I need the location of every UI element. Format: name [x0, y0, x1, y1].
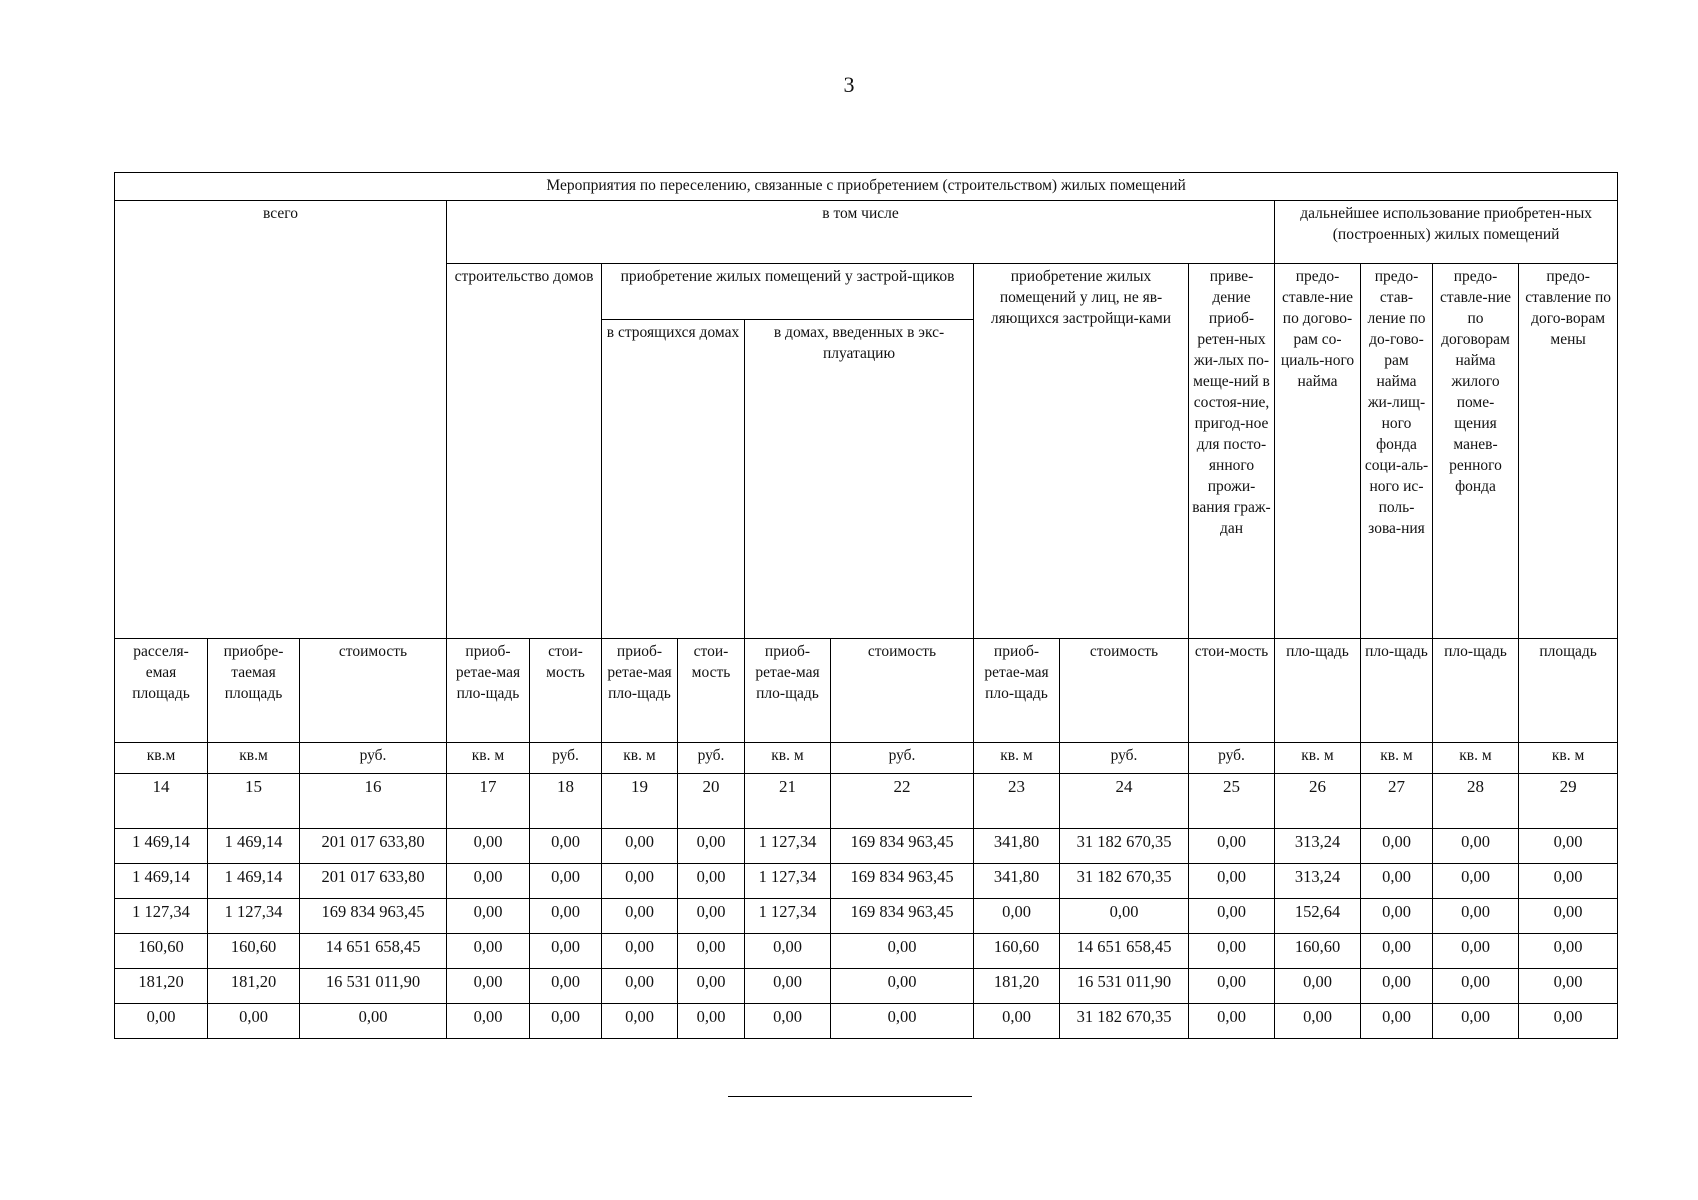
table-title: Мероприятия по переселению, связанные с приобретением (строительством) жилых помещений: [115, 173, 1618, 201]
column-number: 17: [447, 774, 530, 829]
table-cell: 31 182 670,35: [1060, 864, 1189, 899]
table-cell: 0,00: [1519, 1004, 1618, 1039]
table-cell: 1 127,34: [208, 899, 300, 934]
column-number: 14: [115, 774, 208, 829]
table-cell: 160,60: [115, 934, 208, 969]
unit-cell: кв. м: [1275, 743, 1361, 774]
table-cell: 0,00: [602, 934, 678, 969]
table-cell: 0,00: [1433, 864, 1519, 899]
table-cell: 0,00: [602, 899, 678, 934]
table-cell: 0,00: [602, 829, 678, 864]
column-number: 29: [1519, 774, 1618, 829]
table-cell: 0,00: [1275, 969, 1361, 1004]
column-header: приоб-ретае-мая пло-щадь: [447, 639, 530, 743]
table-cell: 313,24: [1275, 864, 1361, 899]
column-header: пло-щадь: [1275, 639, 1361, 743]
table-cell: 169 834 963,45: [831, 899, 974, 934]
column-header: стои-мость: [678, 639, 745, 743]
table-cell: 0,00: [115, 1004, 208, 1039]
table-cell: 0,00: [1519, 934, 1618, 969]
table-cell: 0,00: [602, 864, 678, 899]
table-cell: 0,00: [678, 899, 745, 934]
table-cell: 0,00: [1275, 1004, 1361, 1039]
unit-cell: кв. м: [1361, 743, 1433, 774]
unit-cell: руб.: [300, 743, 447, 774]
table-cell: 201 017 633,80: [300, 864, 447, 899]
unit-cell: руб.: [1060, 743, 1189, 774]
table-cell: 0,00: [1519, 969, 1618, 1004]
table-cell: 0,00: [745, 969, 831, 1004]
table-cell: 1 127,34: [745, 864, 831, 899]
table-row: [115, 969, 1618, 1004]
table-cell: 0,00: [1189, 829, 1275, 864]
table-cell: 0,00: [745, 934, 831, 969]
column-header: стои-мость: [530, 639, 602, 743]
column-number: 18: [530, 774, 602, 829]
column-number: 28: [1433, 774, 1519, 829]
table-cell: 0,00: [678, 864, 745, 899]
unit-cell: руб.: [678, 743, 745, 774]
table-cell: 0,00: [447, 1004, 530, 1039]
table-cell: 0,00: [1060, 899, 1189, 934]
table-cell: 0,00: [1519, 899, 1618, 934]
column-header: стоимость: [831, 639, 974, 743]
table-cell: 0,00: [1433, 934, 1519, 969]
column-header: приоб-ретае-мая пло-щадь: [602, 639, 678, 743]
table-cell: 14 651 658,45: [1060, 934, 1189, 969]
table-cell: 0,00: [678, 969, 745, 1004]
table-cell: 16 531 011,90: [300, 969, 447, 1004]
table-cell: 31 182 670,35: [1060, 829, 1189, 864]
table-cell: 0,00: [530, 969, 602, 1004]
unit-cell: кв. м: [447, 743, 530, 774]
table-cell: 1 127,34: [745, 899, 831, 934]
table-cell: 0,00: [1361, 899, 1433, 934]
column-number: 23: [974, 774, 1060, 829]
table-cell: 14 651 658,45: [300, 934, 447, 969]
column-header: стоимость: [1060, 639, 1189, 743]
table-cell: 0,00: [1433, 1004, 1519, 1039]
bottom-rule: [728, 1096, 972, 1097]
exchange-header: предо-ставление по дого-ворам мены: [1519, 264, 1618, 639]
table-cell: 0,00: [530, 1004, 602, 1039]
table-cell: 169 834 963,45: [831, 864, 974, 899]
including-group-header: в том числе: [447, 201, 1275, 264]
column-header: приоб-ретае-мая пло-щадь: [745, 639, 831, 743]
construction-header: строительство домов: [447, 264, 602, 639]
column-number: 24: [1060, 774, 1189, 829]
total-group-header: всего: [115, 201, 447, 639]
table-cell: 0,00: [831, 934, 974, 969]
column-header: площадь: [1519, 639, 1618, 743]
column-number: 19: [602, 774, 678, 829]
page-number: 3: [843, 72, 855, 97]
table-cell: 1 469,14: [208, 829, 300, 864]
column-header: расселя-емая площадь: [115, 639, 208, 743]
maneuver-fund-header: предо-ставле-ние по договорам найма жилого поме-щения манев-ренного фонда: [1433, 264, 1519, 639]
table-cell: 181,20: [974, 969, 1060, 1004]
table-cell: 0,00: [300, 1004, 447, 1039]
table-cell: 169 834 963,45: [300, 899, 447, 934]
table-cell: 160,60: [208, 934, 300, 969]
table-cell: 0,00: [1519, 829, 1618, 864]
unit-cell: кв. м: [745, 743, 831, 774]
unit-cell: руб.: [530, 743, 602, 774]
table-cell: 0,00: [447, 829, 530, 864]
table-cell: 0,00: [974, 899, 1060, 934]
table-cell: 341,80: [974, 864, 1060, 899]
unit-cell: руб.: [1189, 743, 1275, 774]
table-cell: 1 469,14: [115, 829, 208, 864]
table-cell: 1 127,34: [115, 899, 208, 934]
table-cell: 313,24: [1275, 829, 1361, 864]
table-cell: 341,80: [974, 829, 1060, 864]
column-number: 26: [1275, 774, 1361, 829]
column-number: 20: [678, 774, 745, 829]
column-number: 22: [831, 774, 974, 829]
table-row: [115, 1004, 1618, 1039]
table-cell: 181,20: [115, 969, 208, 1004]
table-cell: 0,00: [1433, 829, 1519, 864]
column-header: стои-мость: [1189, 639, 1275, 743]
table-cell: 31 182 670,35: [1060, 1004, 1189, 1039]
table-row: [115, 829, 1618, 864]
table-cell: 0,00: [745, 1004, 831, 1039]
table-cell: 0,00: [1189, 934, 1275, 969]
table-cell: 0,00: [1361, 934, 1433, 969]
social-hire-header: предо-ставле-ние по догово-рам со-циаль-ного найма: [1275, 264, 1361, 639]
table-cell: 181,20: [208, 969, 300, 1004]
table-cell: 0,00: [447, 934, 530, 969]
table-cell: 0,00: [1433, 899, 1519, 934]
unit-cell: руб.: [831, 743, 974, 774]
table-cell: 0,00: [1433, 969, 1519, 1004]
table-cell: 0,00: [678, 829, 745, 864]
table-cell: 0,00: [831, 969, 974, 1004]
column-number: 21: [745, 774, 831, 829]
bring-condition-header: приве-дение приоб-ретен-ных жи-лых по-меще-ний в состоя-ние, пригод-ное для посто-янного прожи-вания граж-дан: [1189, 264, 1275, 639]
table-cell: 1 469,14: [208, 864, 300, 899]
table-cell: 0,00: [602, 969, 678, 1004]
social-use-header: предо-став-ление по до-гово-рам найма жи-лищ-ного фонда соци-аль-ного ис-поль-зова-ния: [1361, 264, 1433, 639]
table-cell: 1 127,34: [745, 829, 831, 864]
table-cell: 0,00: [1189, 1004, 1275, 1039]
table-cell: 0,00: [530, 829, 602, 864]
column-number: 25: [1189, 774, 1275, 829]
table-cell: 0,00: [678, 1004, 745, 1039]
purchase-nondevelopers-header: приобретение жилых помещений у лиц, не яв-ляющихся застройщи-ками: [974, 264, 1189, 639]
column-number: 27: [1361, 774, 1433, 829]
commissioned-header: в домах, введенных в экс-плуатацию: [745, 320, 974, 639]
unit-cell: кв. м: [602, 743, 678, 774]
unit-cell: кв.м: [208, 743, 300, 774]
unit-cell: кв. м: [974, 743, 1060, 774]
table-cell: 0,00: [447, 969, 530, 1004]
table-cell: 0,00: [447, 899, 530, 934]
purchase-developers-header: приобретение жилых помещений у застрой-щиков: [602, 264, 974, 320]
table-cell: 0,00: [530, 899, 602, 934]
unit-cell: кв. м: [1433, 743, 1519, 774]
table-row: [115, 934, 1618, 969]
resettlement-table: [114, 172, 1618, 1039]
unit-cell: кв.м: [115, 743, 208, 774]
column-header: пло-щадь: [1361, 639, 1433, 743]
table-cell: 169 834 963,45: [831, 829, 974, 864]
table-cell: 0,00: [447, 864, 530, 899]
table-cell: 0,00: [1189, 969, 1275, 1004]
table-cell: 0,00: [1189, 899, 1275, 934]
table-cell: 0,00: [1361, 969, 1433, 1004]
table-cell: 0,00: [1519, 864, 1618, 899]
table-cell: 0,00: [831, 1004, 974, 1039]
table-row: [115, 899, 1618, 934]
table-cell: 1 469,14: [115, 864, 208, 899]
column-number: 15: [208, 774, 300, 829]
table-cell: 0,00: [1361, 1004, 1433, 1039]
table-cell: 16 531 011,90: [1060, 969, 1189, 1004]
column-header: пло-щадь: [1433, 639, 1519, 743]
table-cell: 160,60: [974, 934, 1060, 969]
table-cell: 0,00: [530, 934, 602, 969]
table-cell: 0,00: [1189, 864, 1275, 899]
under-construction-header: в строящихся домах: [602, 320, 745, 639]
table-cell: 0,00: [974, 1004, 1060, 1039]
table-cell: 201 017 633,80: [300, 829, 447, 864]
table-cell: 0,00: [530, 864, 602, 899]
column-header: приобре-таемая площадь: [208, 639, 300, 743]
table-cell: 0,00: [678, 934, 745, 969]
column-header: стоимость: [300, 639, 447, 743]
table-cell: 0,00: [602, 1004, 678, 1039]
table-cell: 0,00: [1361, 829, 1433, 864]
further-use-group-header: дальнейшее использование приобретен-ных (построенных) жилых помещений: [1275, 201, 1618, 264]
table-cell: 152,64: [1275, 899, 1361, 934]
table-row: [115, 864, 1618, 899]
column-number: 16: [300, 774, 447, 829]
unit-cell: кв. м: [1519, 743, 1618, 774]
column-header: приоб-ретае-мая пло-щадь: [974, 639, 1060, 743]
table-cell: 160,60: [1275, 934, 1361, 969]
table-cell: 0,00: [208, 1004, 300, 1039]
table-cell: 0,00: [1361, 864, 1433, 899]
